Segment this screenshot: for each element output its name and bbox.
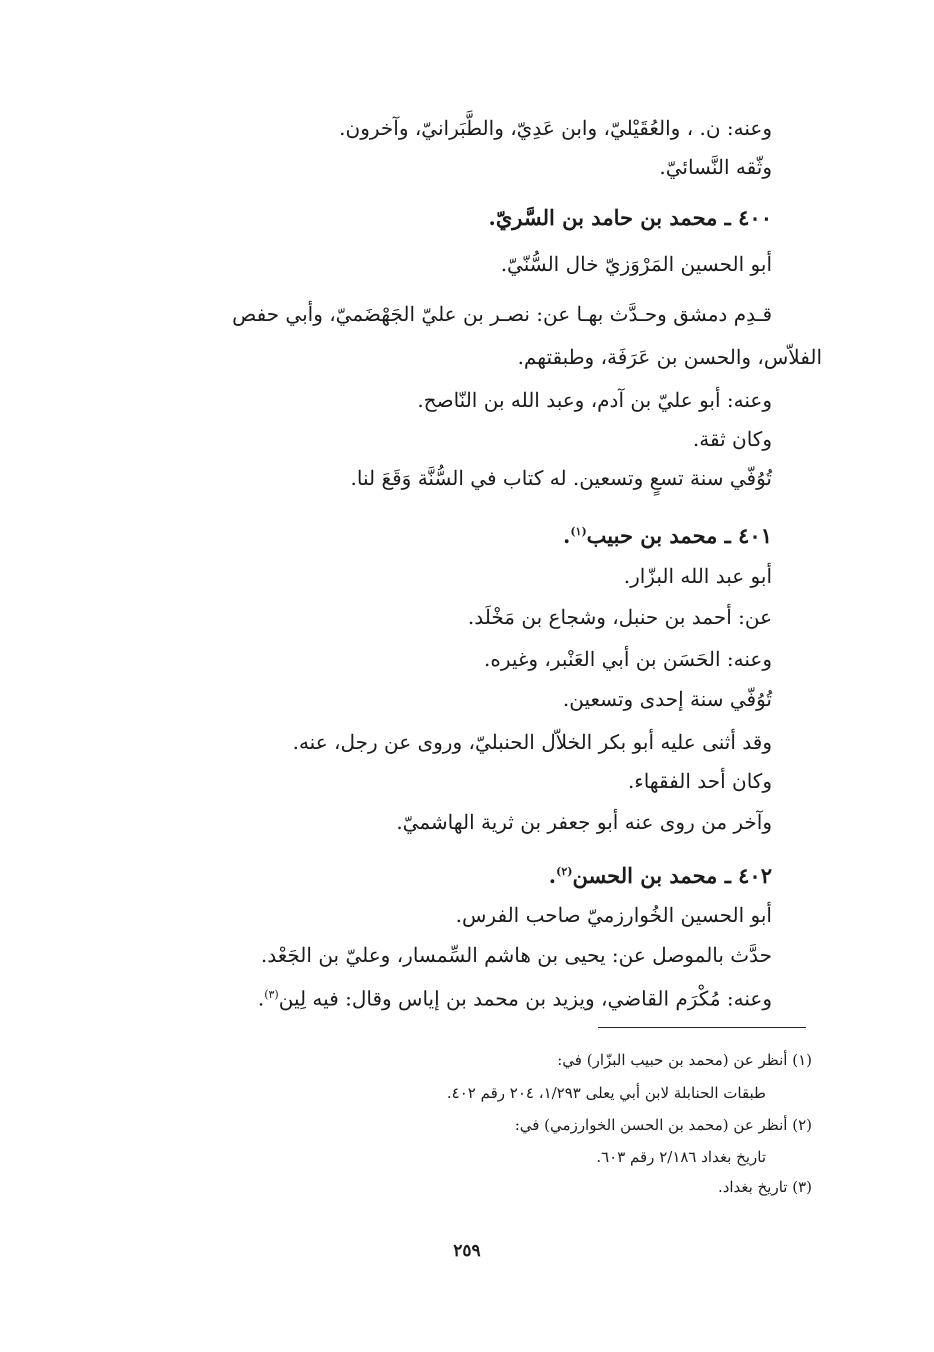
text-line-7: وعنه: أبو عليّ بن آدم، وعبد الله بن النّاصح. [417,388,772,412]
page-number: ٢٥٩ [453,1241,481,1261]
text-line-20: حدَّث بالموصل عن: يحيى بن هاشم السِّمسار، وعليّ بن الجَعْد. [260,943,772,967]
footnote-marker-1: (١) [570,525,587,538]
footnote-2-source: تاريخ بغداد ٢/١٨٦ رقم ٦٠٣. [596,1148,766,1166]
text-line-16: وكان أحد الفقهاء. [627,769,772,793]
entry-heading-401-text: ٤٠١ ـ محمد بن حبيب [586,523,772,548]
text-line-2: وثّقه النَّسائيّ. [659,155,772,179]
heading-401-period: . [563,523,571,548]
text-line-8: وكان ثقة. [692,427,772,451]
text-line-14: تُوُفّي سنة إحدى وتسعين. [562,687,772,711]
text-line-21 [0,981,934,1013]
text-line-21-period: . [257,986,265,1011]
footnote-2: (٢) أنظر عن (محمد بن الحسن الخوارزمي) في: [514,1116,812,1134]
text-line-21-text: وعنه: مُكْرَم القاضي، ويزيد بن محمد بن إياس وقال: فيه لِين [278,986,772,1011]
text-line-13: وعنه: الحَسَن بن أبي العَنْبر، وغيره. [484,647,772,671]
footnote-1-source: طبقات الحنابلة لابن أبي يعلى ١/٢٩٣، ٢٠٤ رقم ٤٠٢. [446,1084,766,1102]
entry-heading-400: ٤٠٠ ـ محمد بن حامد بن السَّريّ. [488,205,772,230]
entry-heading-402-text: ٤٠٢ ـ محمد بن الحسن [572,863,772,888]
text-line-19: أبو الحسين الخُوارزميّ صاحب الفرس. [455,903,772,927]
text-line-17: وآخر من روى عنه أبو جعفر بن ثرية الهاشميّ. [396,810,772,834]
footnote-1: (١) أنظر عن (محمد بن حبيب البزّار) في: [557,1051,812,1069]
text-line-12: عن: أحمد بن حنبل، وشجاع بن مَخْلَد. [467,605,772,629]
footnote-divider [598,1027,806,1028]
heading-402-period: . [548,863,557,888]
text-line-15: وقد أثنى عليه أبو بكر الخلاّل الحنبليّ، وروى عن رجل، عنه. [292,730,772,754]
text-line-11: أبو عبد الله البزّار. [623,564,772,588]
text-line-6: الفلاّس، والحسن بن عَرَفَة، وطبقتهم. [517,345,822,369]
text-line-1: وعنه: ن. ، والعُقَيْليّ، وابن عَدِيّ، والطَّبَرانيّ، وآخرون. [339,116,772,140]
footnote-marker-3: (٣) [264,988,279,1001]
footnote-3: (٣) تاريخ بغداد. [717,1178,812,1196]
footnote-marker-2: (٢) [556,865,573,878]
text-line-9: تُوُفّي سنة تسعٍ وتسعين. له كتاب في السُّنَّة وَقَعَ لنا. [350,466,772,490]
entry-heading-402 [0,858,934,890]
text-line-5: قـدِم دمشق وحـدَّث بهـا عن: نصـر بن عليّ الجَهْضَميّ، وأبي حفص [232,302,772,326]
entry-heading-401 [0,518,934,550]
text-line-4: أبو الحسين المَرْوَزيّ خال السُّنّيّ. [500,252,772,276]
